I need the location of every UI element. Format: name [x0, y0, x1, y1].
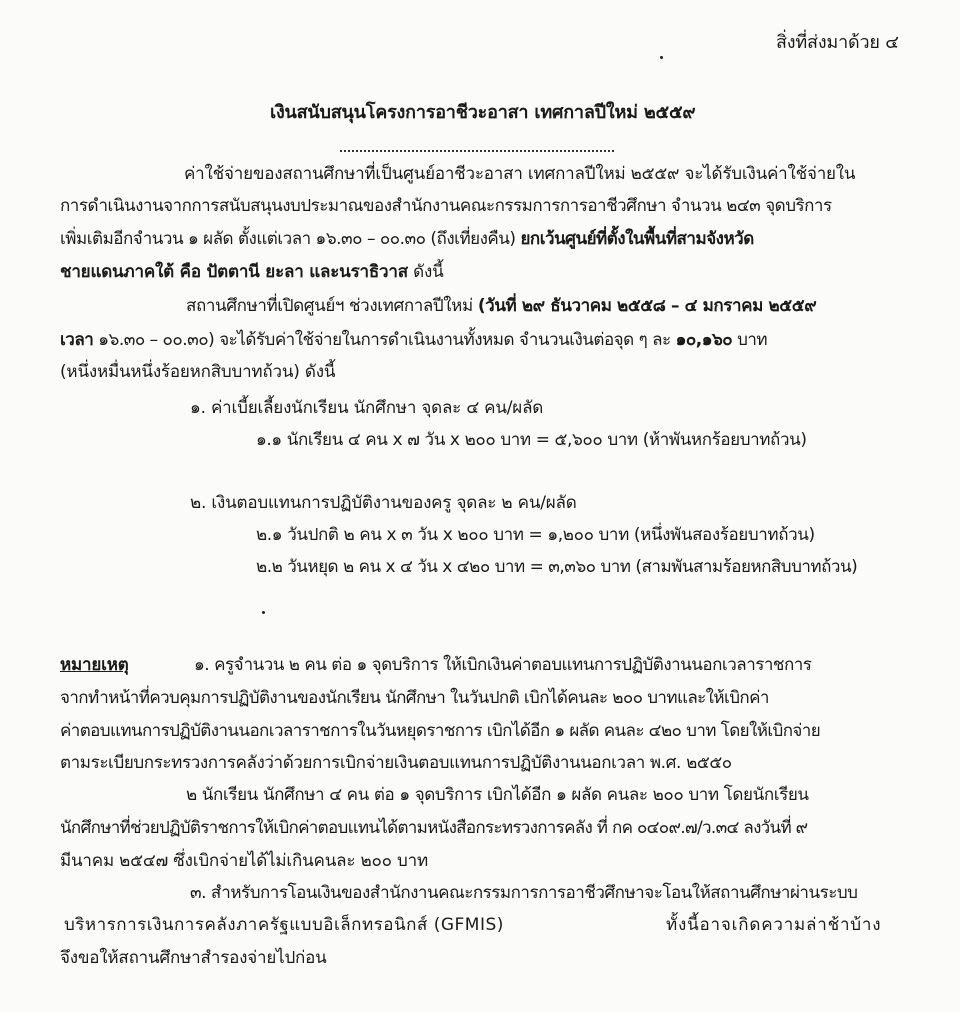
item-2-1: ๒.๑ วันปกติ ๒ คน x ๓ วัน x ๒๐๐ บาท = ๑,๒๐๐ บาท (หนึ่งพันสองร้อยบาทถ้วน) — [256, 525, 815, 545]
intro-line-3 — [60, 227, 754, 251]
intro-line-3-text: เพิ่มเติมอีกจำนวน ๑ ผลัด ตั้งแต่เวลา ๑๖.๓๐ – ๐๐.๓๐ (ถึงเที่ยงคืน) — [60, 229, 521, 249]
remark-1-line-3: ค่าตอบแทนการปฏิบัติงานนอกเวลาราชการในวันหยุดราชการ เบิกได้อีก ๑ ผลัด คนละ ๔๒๐ บาท โดยให้เบิกจ่าย — [60, 721, 821, 741]
remark-1-line-4: ตามระเบียบกระทรวงการคลังว่าด้วยการเบิกจ่ายเงินตอบแทนการปฏิบัติงานนอกเวลา พ.ศ. ๒๕๕๐ — [60, 753, 732, 773]
attachment-label: สิ่งที่ส่งมาด้วย ๔ — [776, 32, 899, 53]
item-1-1: ๑.๑ นักเรียน ๔ คน x ๗ วัน x ๒๐๐ บาท = ๕,๖๐๐ บาท (ห้าพันหกร้อยบาทถ้วน) — [256, 430, 807, 450]
intro-line-4-emphasis: ชายแดนภาคใต้ คือ ปัตตานี ยะลา และนราธิวาส — [60, 262, 408, 282]
remarks-label: หมายเหตุ — [60, 655, 129, 675]
period-line-2-text: ๑๖.๓๐ – ๐๐.๓๐) จะได้รับค่าใช้จ่ายในการดำเนินงานทั้งหมด จำนวนเงินต่อจุด ๆ ละ — [93, 330, 676, 350]
remark-3-line-3: จึงขอให้สถานศึกษาสำรองจ่ายไปก่อน — [60, 948, 327, 968]
item-2-2: ๒.๒ วันหยุด ๒ คน x ๔ วัน x ๔๒๐ บาท = ๓,๓๖๐ บาท (สามพันสามร้อยหกสิบบาทถ้วน) — [256, 557, 858, 577]
intro-line-4 — [60, 260, 444, 284]
period-line-1-text: สถานศึกษาที่เปิดศูนย์ฯ ช่วงเทศกาลปีใหม่ — [186, 296, 478, 316]
intro-line-1: ค่าใช้จ่ายของสถานศึกษาที่เป็นศูนย์อาชีวะอาสา เทศกาลปีใหม่ ๒๕๕๙ จะได้รับเงินค่าใช้จ่ายใน — [184, 164, 856, 184]
period-line-2-amount: ๑๐,๑๖๐ — [675, 330, 733, 350]
intro-line-3-emphasis: ยกเว้นศูนย์ที่ตั้งในพื้นที่สามจังหวัด — [520, 229, 754, 249]
period-line-1-dates: (วันที่ ๒๙ ธันวาคม ๒๕๕๘ – ๔ มกราคม ๒๕๕๙ — [477, 296, 817, 316]
period-line-2-unit: บาท — [732, 330, 768, 350]
period-line-1 — [186, 294, 816, 318]
remark-3-line-2b: ทั้งนี้อาจเกิดความล่าช้าบ้าง — [666, 915, 882, 935]
document-title: เงินสนับสนุนโครงการอาชีวะอาสา เทศกาลปีใหม่ ๒๕๕๙ — [270, 102, 696, 123]
scan-speck — [660, 56, 663, 59]
remark-3-line-1: ๓. สำหรับการโอนเงินของสำนักงานคณะกรรมการการอาชีวศึกษาจะโอนให้สถานศึกษาผ่านระบบ — [190, 883, 858, 903]
remark-2-line-1: ๒ นักเรียน นักศึกษา ๔ คน ต่อ ๑ จุดบริการ เบิกได้อีก ๑ ผลัด คนละ ๒๐๐ บาท โดยนักเรียน — [186, 785, 809, 805]
period-line-3: (หนึ่งหมื่นหนึ่งร้อยหกสิบบาทถ้วน) ดังนี้ — [60, 362, 336, 382]
remark-1-line-1: ๑. ครูจำนวน ๒ คน ต่อ ๑ จุดบริการ ให้เบิกเงินค่าตอบแทนการปฏิบัติงานนอกเวลาราชการ — [194, 655, 812, 675]
period-line-2 — [60, 328, 767, 352]
item-2: ๒. เงินตอบแทนการปฏิบัติงานของครู จุดละ ๒ คน/ผลัด — [190, 493, 577, 513]
scan-speck — [262, 611, 265, 614]
remark-2-line-3: มีนาคม ๒๕๔๗ ซึ่งเบิกจ่ายได้ไม่เกินคนละ ๒๐๐ บาท — [60, 851, 429, 871]
remark-2-line-2: นักศึกษาที่ช่วยปฏิบัติราชการให้เบิกค่าตอบแทนได้ตามหนังสือกระทรวงการคลัง ที่ กค ๐๔๐๙.๗/ว.๓๔ ลงวันที่ ๙ — [60, 818, 808, 838]
intro-line-2: การดำเนินงานจากการสนับสนุนงบประมาณของสำนักงานคณะกรรมการการอาชีวศึกษา จำนวน ๒๔๓ จุดบริการ — [60, 196, 832, 216]
remark-1-line-2: จากทำหน้าที่ควบคุมการปฏิบัติงานของนักเรียน นักศึกษา ในวันปกติ เบิกได้คนละ ๒๐๐ บาทและให้เบิกค่า — [60, 688, 769, 708]
period-line-2-time-label: เวลา — [60, 330, 94, 350]
remark-3-line-2a: บริหารการเงินการคลังภาครัฐแบบอิเล็กทรอนิกส์ (GFMIS) — [64, 915, 504, 935]
title-dotted-rule — [340, 150, 614, 152]
intro-line-4-text: ดังนี้ — [407, 262, 444, 282]
item-1: ๑. ค่าเบี้ยเลี้ยงนักเรียน นักศึกษา จุดละ ๔ คน/ผลัด — [190, 398, 544, 418]
